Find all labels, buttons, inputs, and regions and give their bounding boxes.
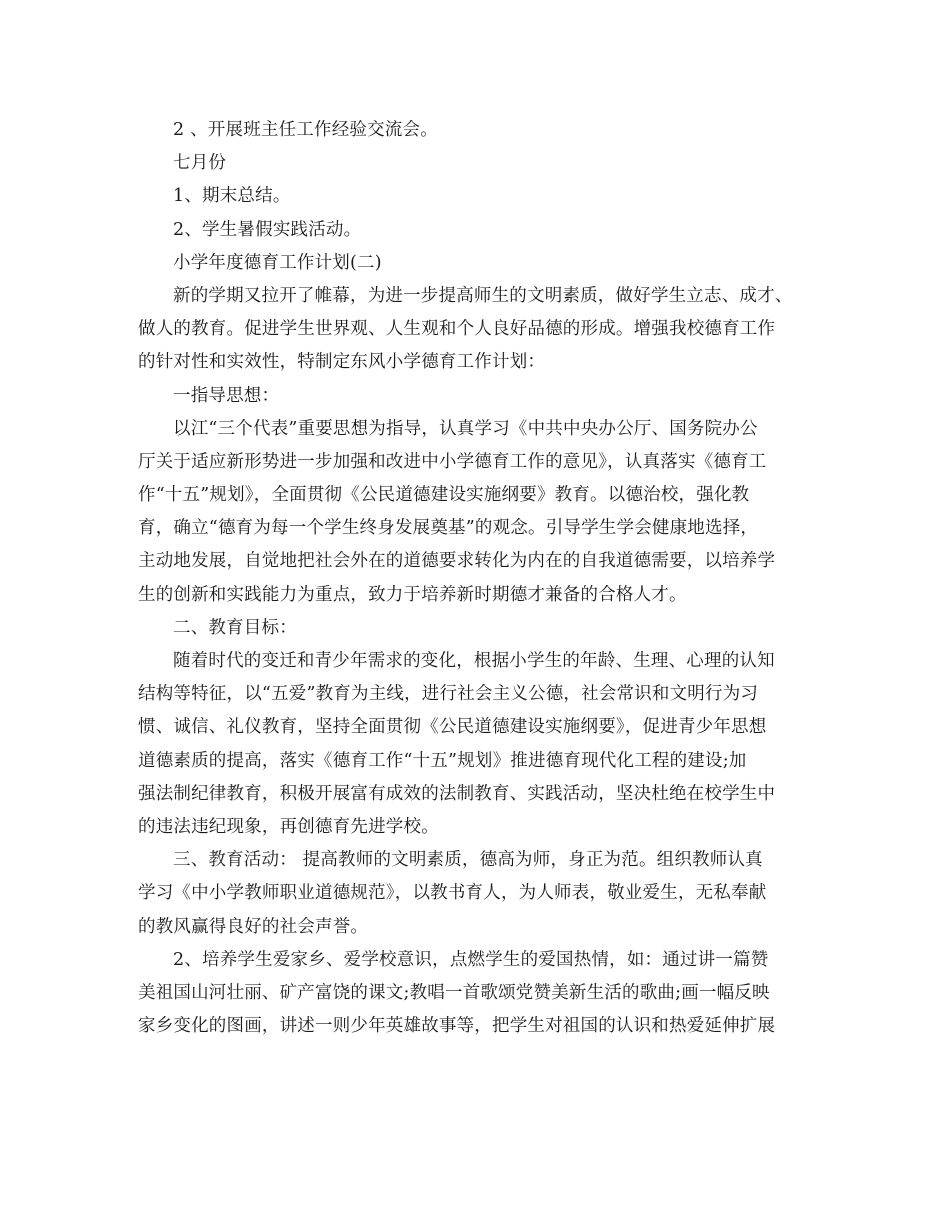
text-line: 的针对性和实效性，特制定东风小学德育工作计划： [138,352,546,373]
text-line: 的教风赢得良好的社会声誉。 [138,916,369,937]
text-line: 道德素质的提高，落实《德育工作“十五”规划》推进德育现代化工程的建设;加 [138,750,747,771]
text-line: 学习《中小学教师职业道德规范》，以教书育人，为人师表，敬业爱生，无私奉献 [138,883,767,904]
section-heading-july: 七月份 [173,153,227,174]
text-line: 新的学期又拉开了帷幕，为进一步提高师生的文明素质，做好学生立志、成才、 [173,285,793,306]
text-line: 厅关于适应新形势进一步加强和改进中小学德育工作的意见》，认真落实《德育工 [138,451,767,472]
text-line: 以江“三个代表”重要思想为指导，认真学习《中共中央办公厅、国务院办公 [173,418,758,439]
section-heading-education-activities: 三、教育活动： 提高教师的文明素质，德高为师，身正为范。组织教师认真 [173,850,763,871]
section-heading-guiding-ideology: 一指导思想： [173,385,280,406]
text-line: 结构等特征，以“五爱”教育为主线，进行社会主义公德，社会常识和文明行为习 [138,684,759,705]
text-line: 做人的教育。促进学生世界观、人生观和个人良好品德的形成。增强我校德育工作 [138,319,776,340]
text-line: 2、学生暑假实践活动。 [173,219,362,240]
document-body [138,114,818,1043]
text-line: 生的创新和实践能力为重点，致力于培养新时期德才兼备的合格人才。 [138,584,687,605]
text-line: 2、培养学生爱家乡、爱学校意识，点燃学生的爱国热情，如：通过讲一篇赞 [173,949,769,970]
text-line: 育，确立“德育为每一个学生终身发展奠基”的观念。引导学生学会健康地选择， [138,518,759,539]
text-line: 家乡变化的图画，讲述一则少年英雄故事等，把学生对祖国的认识和热爱延伸扩展 [138,1016,776,1037]
text-line: 的违法违纪现象，再创德育先进学校。 [138,816,439,837]
section-heading-education-goals: 二、教育目标： [173,617,297,638]
text-line: 主动地发展，自觉地把社会外在的道德要求转化为内在的自我道德需要，以培养学 [138,551,776,572]
text-line: 作“十五”规划》，全面贯彻《公民道德建设实施纲要》教育。以德治校，强化教 [138,485,750,506]
text-line: 惯、诚信、礼仪教育，坚持全面贯彻《公民道德建设实施纲要》，促进青少年思想 [138,717,767,738]
text-line: 随着时代的变迁和青少年需求的变化，根据小学生的年龄、生理、心理的认知 [173,651,775,671]
text-line: 2 、开展班主任工作经验交流会。 [173,120,438,140]
text-line: 美祖国山河壮丽、矿产富饶的课文;教唱一首歌颂党赞美新生活的歌曲;画一幅反映 [138,982,770,1003]
document-subtitle: 小学年度德育工作计划(二) [173,252,382,273]
text-line: 1、期末总结。 [173,186,291,207]
text-line: 强法制纪律教育，积极开展富有成效的法制教育、实践活动，坚决杜绝在校学生中 [138,783,776,804]
